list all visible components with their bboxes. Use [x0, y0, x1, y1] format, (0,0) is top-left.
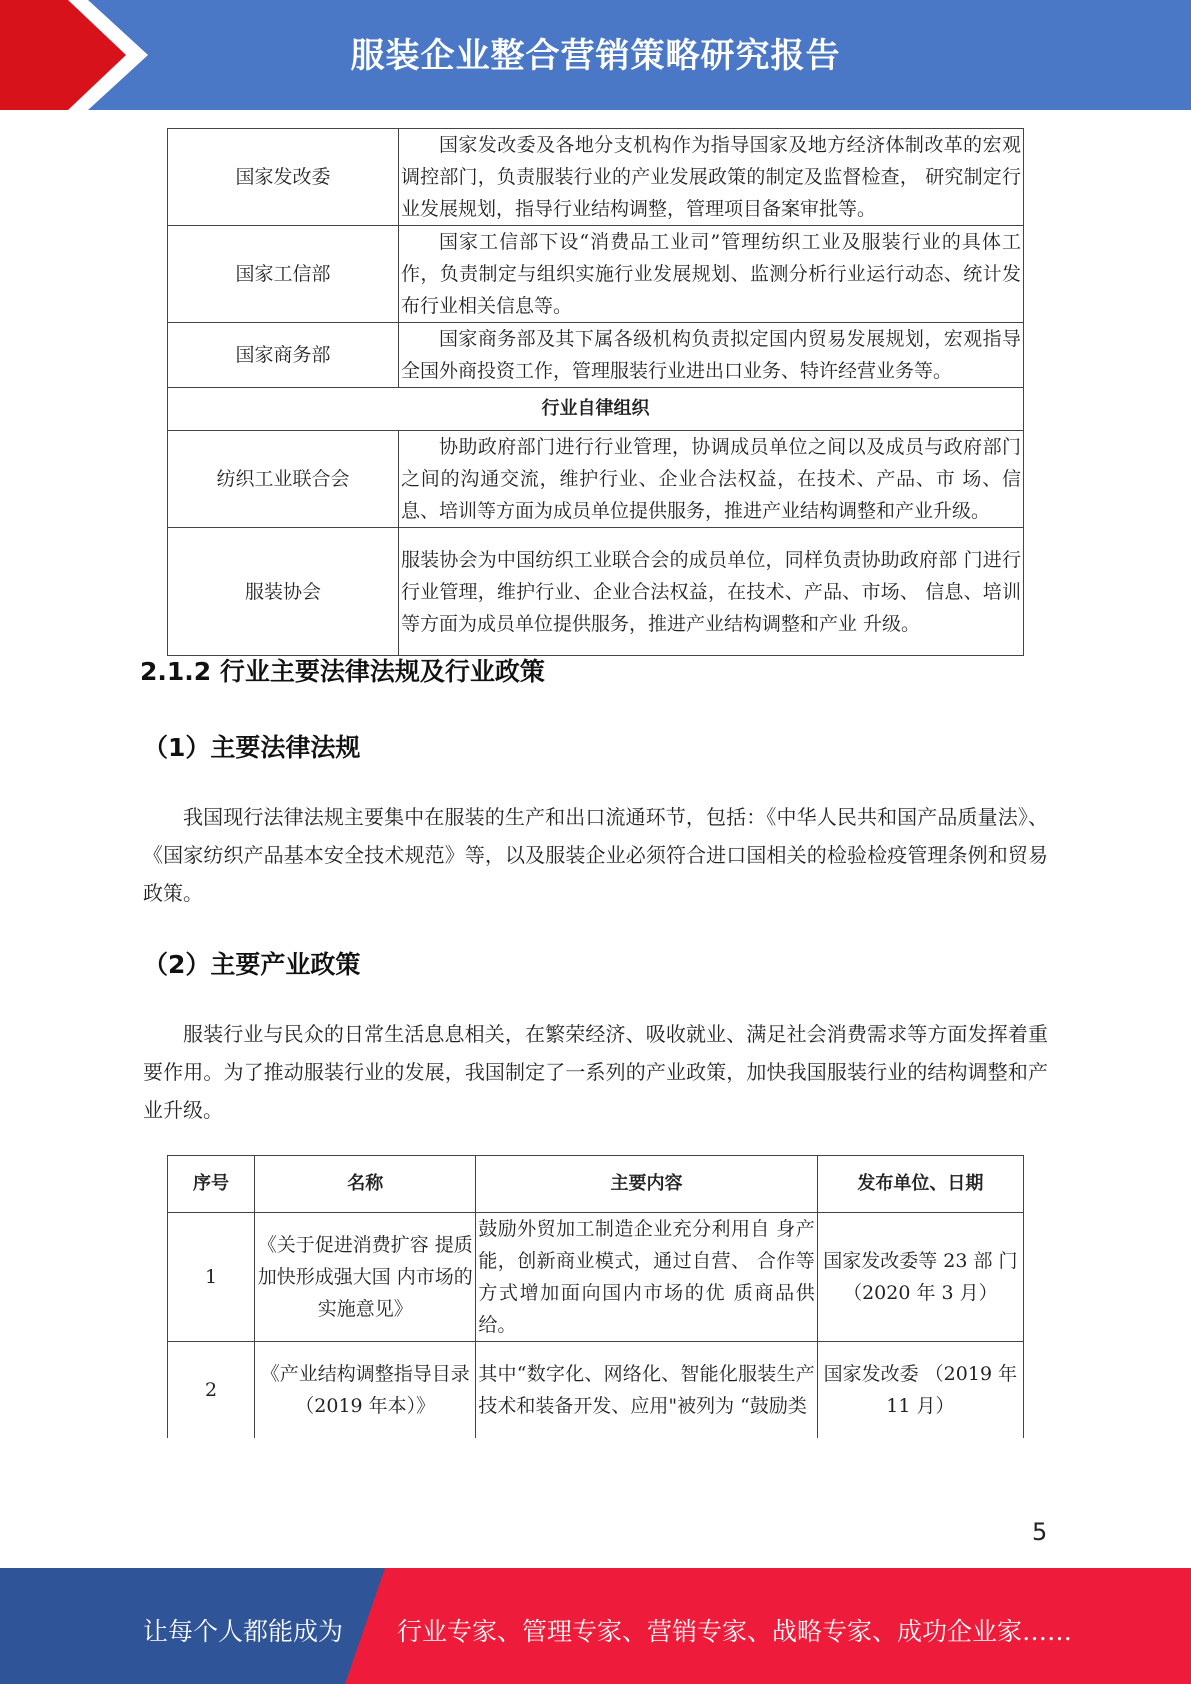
column-header: 名称 — [255, 1156, 476, 1213]
column-header: 序号 — [168, 1156, 255, 1213]
policy-name: 《产业结构调整指导目录（2019 年本）》 — [255, 1342, 476, 1438]
org-desc: 国家工信部下设“消费品工业司”管理纺织工业及服装行业的具体工作，负责制定与组织实施行业发展规划、监测分析行业运行动态、统计发布行业相关信息等。 — [399, 226, 1024, 323]
org-name: 服装协会 — [168, 528, 399, 656]
org-desc: 国家发改委及各地分支机构作为指导国家及地方经济体制改革的宏观调控部门，负责服装行业的产业发展政策的制定及监督检查， 研究制定行业发展规划，指导行业结构调整，管理项目备案审批等。 — [399, 129, 1024, 226]
footer-slogan-right: 行业专家、管理专家、营销专家、战略专家、成功企业家…… — [397, 1617, 1073, 1646]
table-row — [168, 323, 1024, 388]
table-row — [168, 1213, 1024, 1342]
table-row — [168, 431, 1024, 528]
table-section-row — [168, 388, 1024, 431]
table-row — [168, 129, 1024, 226]
policy-content: 其中“数字化、网络化、智能化服装生产技术和装备开发、应用"被列为 “鼓励类 — [476, 1342, 817, 1438]
table-row — [168, 226, 1024, 323]
subsection-heading-laws: （1）主要法律法规 — [143, 733, 361, 762]
policy-name: 《关于促进消费扩容 提质加快形成强大国 内市场的实施意见》 — [255, 1213, 476, 1342]
policy-paragraph: 服装行业与民众的日常生活息息相关，在繁荣经济、吸收就业、满足社会消费需求等方面发挥着重要作用。为了推动服装行业的发展，我国制定了一系列的产业政策，加快我国服装行业的结构调整和产业升级。 — [143, 1022, 1048, 1122]
org-name: 国家商务部 — [168, 323, 399, 388]
page-footer — [0, 1568, 1191, 1684]
column-header: 发布单位、日期 — [817, 1156, 1023, 1213]
column-header: 主要内容 — [476, 1156, 817, 1213]
org-name: 国家发改委 — [168, 129, 399, 226]
section-heading: 2.1.2 行业主要法律法规及行业政策 — [140, 657, 545, 686]
regulator-table — [167, 128, 1024, 656]
table-row — [168, 528, 1024, 656]
footer-slogan-left: 让每个人都能成为 — [143, 1617, 344, 1646]
policy-content: 鼓励外贸加工制造企业充分利用自 身产能，创新商业模式，通过自营、 合作等方式增加面向国内市场的优 质商品供给。 — [476, 1213, 817, 1342]
subsection-heading-policy: （2）主要产业政策 — [143, 950, 361, 979]
laws-paragraph: 我国现行法律法规主要集中在服装的生产和出口流通环节，包括：《中华人民共和国产品质量法》、《国家纺织产品基本安全技术规范》等，以及服装企业必须符合进口国相关的检验检疫管理条例和贸易政策。 — [143, 805, 1048, 905]
org-name: 纺织工业联合会 — [168, 431, 399, 528]
org-desc: 服装协会为中国纺织工业联合会的成员单位，同样负责协助政府部 门进行行业管理，维护行业、企业合法权益，在技术、产品、市场、 信息、培训等方面为成员单位提供服务，推进产业结构调整和产业 升级。 — [399, 528, 1024, 656]
policy-issuer: 国家发改委等 23 部 门（2020 年 3 月） — [817, 1213, 1023, 1342]
policy-table — [167, 1155, 1024, 1438]
report-title: 服装企业整合营销策略研究报告 — [350, 36, 841, 76]
table-header-row — [168, 1156, 1024, 1213]
section-label: 行业自律组织 — [168, 388, 1024, 431]
policy-issuer: 国家发改委 （2019 年 11 月） — [817, 1342, 1023, 1438]
org-desc: 国家商务部及其下属各级机构负责拟定国内贸易发展规划，宏观指导全国外商投资工作，管理服装行业进出口业务、特许经营业务等。 — [399, 323, 1024, 388]
page-number: 5 — [1032, 1518, 1048, 1546]
page-header — [0, 0, 1191, 110]
policy-number: 1 — [168, 1213, 255, 1342]
policy-number: 2 — [168, 1342, 255, 1438]
org-desc: 协助政府部门进行行业管理，协调成员单位之间以及成员与政府部门之间的沟通交流，维护行业、企业合法权益，在技术、产品、市 场、信息、培训等方面为成员单位提供服务，推进产业结构调整和产业升级。 — [399, 431, 1024, 528]
table-row — [168, 1342, 1024, 1438]
org-name: 国家工信部 — [168, 226, 399, 323]
